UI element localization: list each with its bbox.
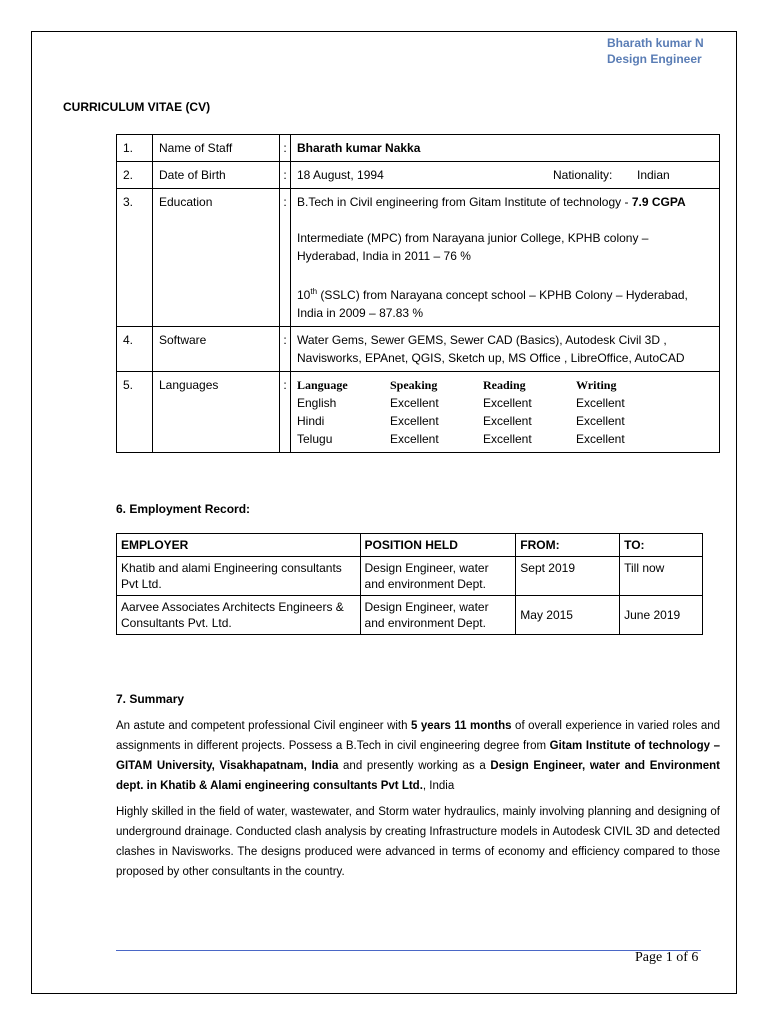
from-cell: Sept 2019 xyxy=(516,557,620,596)
lang-cell: Hindi xyxy=(297,414,325,428)
column-header: FROM: xyxy=(516,534,620,557)
page-number: Page 1 of 6 xyxy=(635,950,699,965)
row-label: Software xyxy=(153,327,280,372)
education-intermediate: Intermediate (MPC) from Narayana junior College, KPHB colony – Hyderabad, India in 2011 – 76 % xyxy=(297,231,649,263)
row-colon: : xyxy=(280,135,291,162)
info-row-languages xyxy=(117,372,720,453)
education-btech-gpa: 7.9 CGPA xyxy=(631,195,686,209)
summary-paragraph-2: Highly skilled in the field of water, wastewater, and Storm water hydraulics, mainly involving planning and designing of underground drainage. Conducted clash analysis by creating Infrastructure models in Autodesk CIVIL 3D and detected clashes in Navisworks. The designs produced were advanced in terms of economy and efficiency compared to those proposed by other consultants in the country. xyxy=(116,806,720,878)
lang-cell: Excellent xyxy=(576,414,625,428)
lang-cell: Excellent xyxy=(576,432,625,446)
to-cell: June 2019 xyxy=(620,596,703,635)
languages-grid xyxy=(297,376,713,448)
row-number: 2. xyxy=(117,162,153,189)
info-row-dob xyxy=(117,162,720,189)
lang-cell: Excellent xyxy=(390,414,439,428)
lang-header: Writing xyxy=(576,378,617,392)
education-btech-text: B.Tech in Civil engineering from Gitam Institute of technology - xyxy=(297,195,632,209)
table-row xyxy=(117,596,703,635)
education-cell xyxy=(291,189,720,327)
info-row-name xyxy=(117,135,720,162)
personal-info-table xyxy=(116,134,720,453)
nationality-label: Nationality: xyxy=(553,168,613,182)
lang-cell: Excellent xyxy=(390,432,439,446)
education-ssc-suffix: th xyxy=(310,287,318,296)
summary-body xyxy=(116,716,720,888)
summary-bold: 5 years 11 months xyxy=(411,720,512,732)
lang-header: Speaking xyxy=(390,378,438,392)
column-header: TO: xyxy=(620,534,703,557)
education-btech xyxy=(297,193,713,211)
staff-name-value: Bharath kumar Nakka xyxy=(297,141,421,155)
row-number: 3. xyxy=(117,189,153,327)
lang-cell: Excellent xyxy=(483,414,532,428)
lang-cell: Excellent xyxy=(576,396,625,410)
education-ssc xyxy=(297,283,713,322)
column-header: EMPLOYER xyxy=(117,534,361,557)
lang-cell: Excellent xyxy=(390,396,439,410)
lang-header: Reading xyxy=(483,378,526,392)
row-label: Name of Staff xyxy=(153,135,280,162)
nationality-value: Indian xyxy=(637,168,670,182)
summary-heading: 7. Summary xyxy=(116,692,185,706)
row-colon: : xyxy=(280,162,291,189)
employer-cell: Aarvee Associates Architects Engineers & Consultants Pvt. Ltd. xyxy=(117,596,361,635)
education-ssc-text: (SSLC) from Narayana concept school – KPHB Colony – Hyderabad, India in 2009 – 87.83 % xyxy=(297,288,688,320)
lang-header: Language xyxy=(297,378,348,392)
table-row xyxy=(117,557,703,596)
employment-heading: 6. Employment Record: xyxy=(116,502,251,516)
to-cell: Till now xyxy=(620,557,703,596)
lang-cell: English xyxy=(297,396,337,410)
summary-text: and presently working as a xyxy=(338,760,491,772)
row-label: Date of Birth xyxy=(153,162,280,189)
education-ssc-grade: 10 xyxy=(297,288,311,302)
row-colon: : xyxy=(280,372,291,453)
info-row-software xyxy=(117,327,720,372)
row-colon: : xyxy=(280,327,291,372)
lang-cell: Telugu xyxy=(297,432,333,446)
header-role: Design Engineer xyxy=(607,52,702,66)
row-label: Education xyxy=(153,189,280,327)
from-cell: May 2015 xyxy=(516,596,620,635)
summary-text: of overall experience in varied roles and assignments in different projects. Possess a B.Tech in civil engineering degree from xyxy=(116,720,721,752)
software-list: Water Gems, Sewer GEMS, Sewer CAD (Basics), Autodesk Civil 3D , Navisworks, EPAnet, QGIS, Sketch up, MS Office , LibreOffice, AutoCAD xyxy=(291,327,720,372)
position-cell: Design Engineer, water and environment Dept. xyxy=(360,596,516,635)
footer-rule xyxy=(116,950,701,951)
info-row-education xyxy=(117,189,720,327)
lang-cell: Excellent xyxy=(483,432,532,446)
summary-text: , India xyxy=(422,780,455,792)
dob-cell xyxy=(291,162,720,189)
row-number: 1. xyxy=(117,135,153,162)
row-colon: : xyxy=(280,189,291,327)
staff-name xyxy=(291,135,720,162)
employment-header-row xyxy=(117,534,703,557)
summary-paragraph-1 xyxy=(116,716,720,796)
column-header: POSITION HELD xyxy=(360,534,516,557)
row-number: 5. xyxy=(117,372,153,453)
summary-bold: Gitam Institute of technology – GITAM University, Visakhapatnam, India xyxy=(116,740,721,772)
employment-table xyxy=(116,533,703,635)
row-number: 4. xyxy=(117,327,153,372)
lang-cell: Excellent xyxy=(483,396,532,410)
row-label: Languages xyxy=(153,372,280,453)
employer-cell: Khatib and alami Engineering consultants Pvt Ltd. xyxy=(117,557,361,596)
summary-text: An astute and competent professional Civil engineer with xyxy=(116,720,412,732)
header-name: Bharath kumar N xyxy=(607,36,704,50)
languages-cell xyxy=(291,372,720,453)
document-title: CURRICULUM VITAE (CV) xyxy=(63,100,211,114)
summary-bold: Design Engineer, water and Environment dept. in Khatib & Alami engineering consultants Pvt Ltd. xyxy=(116,760,720,792)
position-cell: Design Engineer, water and environment Dept. xyxy=(360,557,516,596)
date-of-birth: 18 August, 1994 xyxy=(297,168,384,182)
